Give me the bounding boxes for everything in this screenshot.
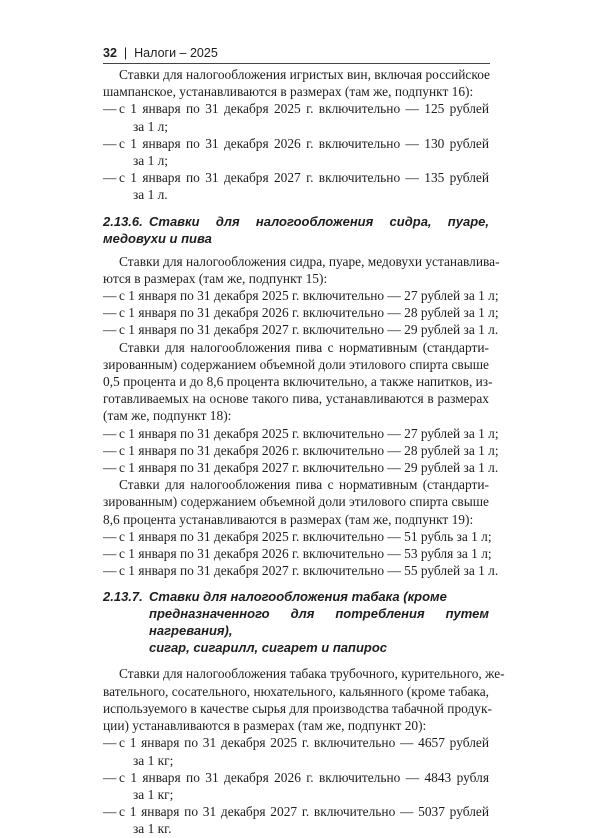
text-line: за 1 кг; — [133, 786, 174, 802]
text-line: ются в размерах (там же, подпункт 15): — [103, 270, 328, 286]
text-line: Ставки для налогообложения пива с нормативным (стандарти- — [119, 477, 489, 493]
text-line: с 1 января по 31 декабря 2025 г. включительно — 27 рублей за 1 л; — [119, 425, 499, 441]
list-item — [103, 769, 489, 803]
paragraph — [103, 476, 489, 528]
list-item — [103, 135, 489, 169]
text-line: ции) устанавливаются в размерах (там же, подпункт 20): — [103, 718, 427, 734]
list-item — [103, 425, 499, 442]
section-number: 2.13.7. — [103, 589, 143, 605]
paragraph — [103, 339, 493, 425]
list-item — [103, 562, 499, 579]
list-item — [103, 287, 499, 304]
dash-marker: — — [103, 288, 117, 304]
text-line: с 1 января по 31 декабря 2026 г. включительно — 28 рублей за 1 л; — [119, 305, 499, 321]
section-title: Ставки для налогообложения сидра, пуаре, медовухи и пива — [103, 213, 489, 246]
dash-marker: — — [103, 735, 117, 751]
list-item — [103, 100, 489, 134]
dash-marker: — — [103, 442, 117, 458]
list-item — [103, 528, 492, 545]
section-heading-2-13-7 — [103, 588, 489, 656]
dash-marker: — — [103, 425, 117, 441]
dash-marker: — — [103, 528, 117, 544]
text-line: с 1 января по 31 декабря 2027 г. включительно — 5037 рублей — [119, 804, 489, 820]
dash-marker: — — [103, 101, 117, 117]
text-line: с 1 января по 31 декабря 2026 г. включительно — 28 рублей за 1 л; — [119, 442, 499, 458]
intro-paragraph — [103, 66, 489, 100]
text-line: готавливаемых на основе такого пива, устанавливаются в размерах — [103, 391, 489, 407]
text-line: 0,5 процента и до 8,6 процента включительно, а также напитков, из- — [103, 374, 493, 390]
section-heading-2-13-6 — [103, 213, 489, 247]
rate-list — [103, 287, 499, 339]
list-item — [103, 459, 499, 476]
list-item — [103, 545, 492, 562]
text-line: используемого в качестве сырья для производства табачной продук- — [103, 700, 492, 716]
text-line: Ставки для налогообложения игристых вин, включая российское — [119, 67, 491, 82]
list-item — [103, 304, 499, 321]
text-line: за 1 л; — [133, 153, 169, 169]
dash-marker: — — [103, 460, 117, 476]
page-number: 32 — [103, 46, 117, 60]
dash-marker: — — [103, 170, 117, 186]
text-line: зированным) содержанием объемной доли этилового спирта свыше — [103, 356, 489, 372]
paragraph — [103, 665, 505, 734]
header-rule — [103, 63, 490, 64]
list-item — [103, 321, 499, 338]
page-body — [103, 66, 505, 838]
text-line: с 1 января по 31 декабря 2025 г. включительно — 51 рубль за 1 л; — [119, 528, 492, 544]
text-line: с 1 января по 31 декабря 2027 г. включительно — 55 рублей за 1 л. — [119, 563, 499, 579]
text-line: вательного, сосательного, нюхательного, кальянного (кроме табака, — [103, 683, 489, 699]
text-line: за 1 л. — [133, 187, 168, 203]
section-number: 2.13.6. — [103, 213, 143, 229]
dash-marker: — — [103, 546, 117, 562]
text-line: с 1 января по 31 декабря 2026 г. включительно — 4843 рубля — [119, 769, 489, 785]
section-title-line: Ставки для налогообложения табака (кроме — [149, 589, 447, 605]
text-line: с 1 января по 31 декабря 2026 г. включительно — 53 рубля за 1 л; — [119, 546, 492, 562]
list-item — [103, 803, 489, 837]
running-header — [103, 46, 489, 60]
text-line: за 1 л; — [133, 118, 169, 134]
dash-marker: — — [103, 135, 117, 151]
text-line: с 1 января по 31 декабря 2025 г. включительно — 125 рублей — [119, 101, 489, 117]
list-item — [103, 734, 489, 768]
running-title: Налоги – 2025 — [134, 46, 218, 60]
text-line: с 1 января по 31 декабря 2027 г. включительно — 29 рублей за 1 л. — [119, 460, 499, 476]
rate-list — [103, 528, 499, 580]
header-separator: | — [123, 46, 128, 60]
text-line: с 1 января по 31 декабря 2027 г. включительно — 29 рублей за 1 л. — [119, 322, 499, 338]
text-line: Ставки для налогообложения табака трубочного, курительного, же- — [119, 666, 505, 682]
text-line: за 1 кг. — [133, 821, 172, 837]
text-line: (там же, подпункт 18): — [103, 408, 232, 424]
text-line: Ставки для налогообложения пива с нормативным (стандарти- — [119, 339, 489, 355]
dash-marker: — — [103, 322, 117, 338]
text-line: зированным) содержанием объемной доли этилового спирта свыше — [103, 494, 489, 510]
text-line: с 1 января по 31 декабря 2026 г. включительно — 130 рублей — [119, 135, 489, 151]
list-item — [103, 442, 499, 459]
text-line: Ставки для налогообложения сидра, пуаре, медовухи устанавлива- — [119, 253, 500, 269]
rate-list — [103, 425, 499, 477]
text-line: за 1 кг; — [133, 752, 174, 768]
dash-marker: — — [103, 305, 117, 321]
text-line: с 1 января по 31 декабря 2027 г. включительно — 135 рублей — [119, 170, 489, 186]
text-line: с 1 января по 31 декабря 2025 г. включительно — 4657 рублей — [119, 735, 489, 751]
paragraph — [103, 253, 500, 287]
dash-marker: — — [103, 804, 117, 820]
text-line: 8,6 процента устанавливаются в размерах (там же, подпункт 19): — [103, 511, 474, 527]
section-title-line: сигар, сигарилл, сигарет и папирос — [149, 640, 388, 656]
dash-marker: — — [103, 769, 117, 785]
intro-list — [103, 100, 489, 203]
text-line: шампанское, устанавливаются в размерах (там же, подпункт 16): — [103, 84, 474, 100]
text-line: с 1 января по 31 декабря 2025 г. включительно — 27 рублей за 1 л; — [119, 288, 499, 304]
section-title-line: предназначенного для потребления путем нагревания), — [149, 606, 489, 639]
list-item — [103, 169, 489, 203]
dash-marker: — — [103, 563, 117, 579]
